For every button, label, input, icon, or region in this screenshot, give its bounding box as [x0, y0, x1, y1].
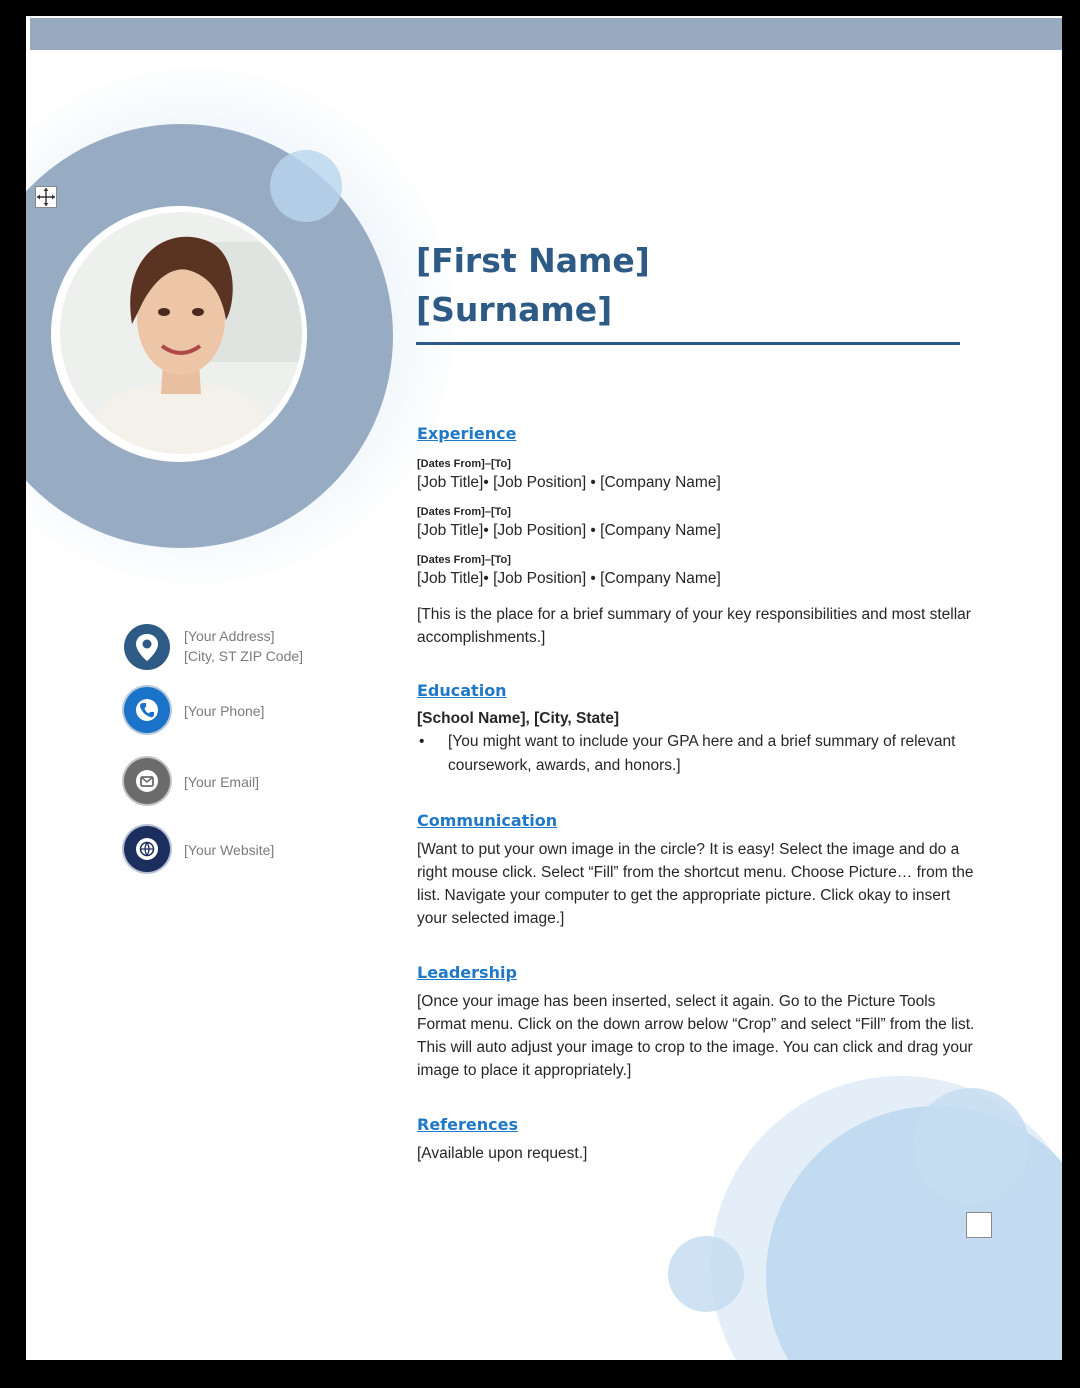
- job-line: [Job Title]• [Job Position] • [Company Name]: [417, 474, 721, 491]
- profile-photo[interactable]: [60, 212, 302, 454]
- email-text: [Your Email]: [184, 774, 259, 790]
- phone-icon: [124, 687, 170, 733]
- job-entry: [417, 552, 977, 589]
- job-line: [Job Title]• [Job Position] • [Company Name]: [417, 522, 721, 539]
- image-resize-handle[interactable]: [966, 1212, 992, 1238]
- contact-address: [124, 624, 364, 674]
- leadership-heading: Leadership: [417, 963, 517, 982]
- communication-heading: Communication: [417, 811, 558, 830]
- leadership-text: [Once your image has been inserted, select it again. Go to the Picture Tools Format menu. Click on the down arrow below “Crop” and select “Fill” from the list. This will auto adjust your image to crop to the image. You can click and drag your image to place it appropriately.]: [417, 993, 975, 1079]
- bullet-marker: •: [419, 733, 425, 750]
- job-line: [Job Title]• [Job Position] • [Company Name]: [417, 570, 721, 587]
- website-text: [Your Website]: [184, 842, 275, 858]
- surname: [Surname]: [416, 290, 613, 329]
- address-line-2: [City, ST ZIP Code]: [184, 648, 304, 664]
- address-line-1: [Your Address]: [184, 628, 275, 644]
- school-line: [School Name], [City, State]: [417, 710, 620, 727]
- first-name: [First Name]: [416, 241, 650, 280]
- experience-heading: Experience: [417, 424, 517, 443]
- communication-text: [Want to put your own image in the circle? It is easy! Select the image and do a right mouse click. Select “Fill” from the shortcut menu. Choose Picture… from the list. Navigate your computer to get the appropriate picture. Click okay to insert your selected image.]: [417, 841, 974, 927]
- move-handle-icon[interactable]: [35, 186, 57, 208]
- job-dates: [Dates From]–[To]: [417, 506, 511, 518]
- main-content: [417, 424, 977, 1165]
- email-icon: [124, 758, 170, 804]
- job-dates: [Dates From]–[To]: [417, 458, 511, 470]
- contact-phone: [124, 687, 364, 737]
- job-entry: [417, 504, 977, 541]
- name-divider: [416, 342, 960, 345]
- name-block: [416, 236, 650, 334]
- experience-summary: [This is the place for a brief summary of your key responsibilities and most stellar accomplishments.]: [417, 606, 971, 646]
- contact-website: [124, 826, 364, 876]
- phone-text: [Your Phone]: [184, 703, 265, 719]
- map-pin-icon: [124, 624, 170, 670]
- small-bubble: [270, 150, 342, 222]
- references-text: [Available upon request.]: [417, 1145, 588, 1162]
- education-bullet-text: [You might want to include your GPA here and a brief summary of relevant coursework, awards, and honors.]: [448, 733, 956, 774]
- references-heading: References: [417, 1115, 518, 1134]
- education-heading: Education: [417, 681, 507, 700]
- job-entry: [417, 456, 977, 493]
- small-bubble-left: [668, 1236, 744, 1312]
- resume-page: [26, 16, 1062, 1360]
- job-dates: [Dates From]–[To]: [417, 554, 511, 566]
- globe-icon: [124, 826, 170, 872]
- contact-email: [124, 758, 364, 808]
- education-bullet: [417, 730, 977, 778]
